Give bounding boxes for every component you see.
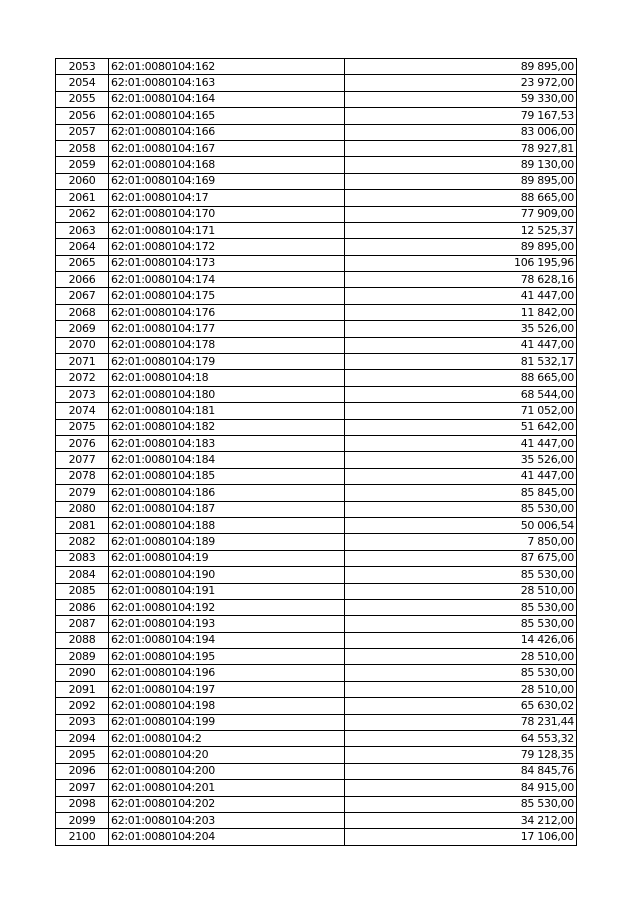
cadastral-number-cell: 62:01:0080104:202	[109, 796, 345, 812]
row-number-cell: 2100	[56, 829, 109, 845]
cadastral-value-cell: 89 895,00	[345, 59, 577, 75]
table-row	[56, 435, 577, 451]
cadastral-value-cell: 79 128,35	[345, 747, 577, 763]
cadastral-value-cell: 65 630,02	[345, 698, 577, 714]
cadastral-value-cell: 106 195,96	[345, 255, 577, 271]
row-number-cell: 2074	[56, 403, 109, 419]
row-number-cell: 2099	[56, 812, 109, 828]
cadastral-number-cell: 62:01:0080104:204	[109, 829, 345, 845]
cadastral-number-cell: 62:01:0080104:186	[109, 485, 345, 501]
cadastral-value-cell: 50 006,54	[345, 517, 577, 533]
row-number-cell: 2069	[56, 321, 109, 337]
row-number-cell: 2088	[56, 632, 109, 648]
cadastral-value-cell: 85 530,00	[345, 616, 577, 632]
table-row	[56, 599, 577, 615]
cadastral-value-cell: 34 212,00	[345, 812, 577, 828]
table-row	[56, 567, 577, 583]
cadastral-value-cell: 88 665,00	[345, 370, 577, 386]
cadastral-number-cell: 62:01:0080104:185	[109, 468, 345, 484]
table-row	[56, 747, 577, 763]
cadastral-number-cell: 62:01:0080104:180	[109, 386, 345, 402]
cadastral-value-cell: 28 510,00	[345, 583, 577, 599]
cadastral-value-cell: 85 845,00	[345, 485, 577, 501]
row-number-cell: 2054	[56, 75, 109, 91]
table-row	[56, 780, 577, 796]
cadastral-value-cell: 84 915,00	[345, 780, 577, 796]
row-number-cell: 2089	[56, 649, 109, 665]
row-number-cell: 2057	[56, 124, 109, 140]
cadastral-value-cell: 64 553,32	[345, 731, 577, 747]
cadastral-value-cell: 89 895,00	[345, 173, 577, 189]
row-number-cell: 2090	[56, 665, 109, 681]
table-row	[56, 517, 577, 533]
table-row	[56, 288, 577, 304]
table-row	[56, 501, 577, 517]
row-number-cell: 2096	[56, 763, 109, 779]
row-number-cell: 2056	[56, 108, 109, 124]
cadastral-value-cell: 78 927,81	[345, 140, 577, 156]
table-row	[56, 206, 577, 222]
cadastral-number-cell: 62:01:0080104:20	[109, 747, 345, 763]
cadastral-number-cell: 62:01:0080104:199	[109, 714, 345, 730]
table-row	[56, 386, 577, 402]
table-row	[56, 239, 577, 255]
cadastral-number-cell: 62:01:0080104:188	[109, 517, 345, 533]
row-number-cell: 2060	[56, 173, 109, 189]
row-number-cell: 2094	[56, 731, 109, 747]
cadastral-value-cell: 59 330,00	[345, 91, 577, 107]
row-number-cell: 2062	[56, 206, 109, 222]
cadastral-number-cell: 62:01:0080104:198	[109, 698, 345, 714]
row-number-cell: 2084	[56, 567, 109, 583]
cadastral-number-cell: 62:01:0080104:166	[109, 124, 345, 140]
row-number-cell: 2077	[56, 452, 109, 468]
cadastral-number-cell: 62:01:0080104:176	[109, 304, 345, 320]
cadastral-number-cell: 62:01:0080104:178	[109, 337, 345, 353]
cadastral-value-cell: 85 530,00	[345, 599, 577, 615]
cadastral-value-cell: 7 850,00	[345, 534, 577, 550]
cadastral-number-cell: 62:01:0080104:171	[109, 222, 345, 238]
cadastral-value-cell: 87 675,00	[345, 550, 577, 566]
cadastral-number-cell: 62:01:0080104:183	[109, 435, 345, 451]
cadastral-value-cell: 85 530,00	[345, 796, 577, 812]
cadastral-value-cell: 85 530,00	[345, 665, 577, 681]
row-number-cell: 2092	[56, 698, 109, 714]
table-row	[56, 403, 577, 419]
cadastral-number-cell: 62:01:0080104:2	[109, 731, 345, 747]
table-row	[56, 812, 577, 828]
table-row	[56, 255, 577, 271]
cadastral-number-cell: 62:01:0080104:181	[109, 403, 345, 419]
cadastral-number-cell: 62:01:0080104:197	[109, 681, 345, 697]
row-number-cell: 2079	[56, 485, 109, 501]
row-number-cell: 2082	[56, 534, 109, 550]
cadastral-number-cell: 62:01:0080104:196	[109, 665, 345, 681]
cadastral-value-cell: 89 895,00	[345, 239, 577, 255]
row-number-cell: 2076	[56, 435, 109, 451]
table-row	[56, 354, 577, 370]
row-number-cell: 2063	[56, 222, 109, 238]
row-number-cell: 2066	[56, 272, 109, 288]
row-number-cell: 2073	[56, 386, 109, 402]
cadastral-value-cell: 12 525,37	[345, 222, 577, 238]
cadastral-value-cell: 41 447,00	[345, 468, 577, 484]
table-row	[56, 59, 577, 75]
cadastral-number-cell: 62:01:0080104:177	[109, 321, 345, 337]
table-row	[56, 157, 577, 173]
table-row	[56, 632, 577, 648]
cadastral-number-cell: 62:01:0080104:19	[109, 550, 345, 566]
cadastral-value-cell: 88 665,00	[345, 190, 577, 206]
table-row	[56, 714, 577, 730]
table-row	[56, 75, 577, 91]
cadastral-number-cell: 62:01:0080104:203	[109, 812, 345, 828]
table-row	[56, 124, 577, 140]
cadastral-number-cell: 62:01:0080104:173	[109, 255, 345, 271]
row-number-cell: 2055	[56, 91, 109, 107]
cadastral-number-cell: 62:01:0080104:167	[109, 140, 345, 156]
table-row	[56, 665, 577, 681]
table-row	[56, 583, 577, 599]
cadastral-number-cell: 62:01:0080104:172	[109, 239, 345, 255]
table-row	[56, 649, 577, 665]
row-number-cell: 2075	[56, 419, 109, 435]
table-row	[56, 698, 577, 714]
row-number-cell: 2058	[56, 140, 109, 156]
cadastral-number-cell: 62:01:0080104:18	[109, 370, 345, 386]
cadastral-value-cell: 79 167,53	[345, 108, 577, 124]
cadastral-value-cell: 41 447,00	[345, 337, 577, 353]
row-number-cell: 2098	[56, 796, 109, 812]
cadastral-value-cell: 51 642,00	[345, 419, 577, 435]
cadastral-number-cell: 62:01:0080104:164	[109, 91, 345, 107]
cadastral-number-cell: 62:01:0080104:201	[109, 780, 345, 796]
row-number-cell: 2083	[56, 550, 109, 566]
cadastral-number-cell: 62:01:0080104:175	[109, 288, 345, 304]
row-number-cell: 2065	[56, 255, 109, 271]
table-row	[56, 452, 577, 468]
table-row	[56, 419, 577, 435]
row-number-cell: 2064	[56, 239, 109, 255]
table-row	[56, 272, 577, 288]
cadastral-number-cell: 62:01:0080104:194	[109, 632, 345, 648]
cadastral-number-cell: 62:01:0080104:182	[109, 419, 345, 435]
cadastral-value-cell: 85 530,00	[345, 501, 577, 517]
row-number-cell: 2085	[56, 583, 109, 599]
cadastral-value-cell: 41 447,00	[345, 288, 577, 304]
table-row	[56, 763, 577, 779]
cadastral-value-cell: 89 130,00	[345, 157, 577, 173]
cadastral-value-cell: 23 972,00	[345, 75, 577, 91]
cadastral-number-cell: 62:01:0080104:195	[109, 649, 345, 665]
cadastral-value-cell: 84 845,76	[345, 763, 577, 779]
row-number-cell: 2081	[56, 517, 109, 533]
cadastral-value-cell: 28 510,00	[345, 649, 577, 665]
table-row	[56, 222, 577, 238]
table-row	[56, 91, 577, 107]
cadastral-number-cell: 62:01:0080104:192	[109, 599, 345, 615]
table-row	[56, 829, 577, 845]
cadastral-number-cell: 62:01:0080104:169	[109, 173, 345, 189]
table-row	[56, 190, 577, 206]
row-number-cell: 2072	[56, 370, 109, 386]
table-row	[56, 731, 577, 747]
row-number-cell: 2059	[56, 157, 109, 173]
row-number-cell: 2070	[56, 337, 109, 353]
row-number-cell: 2095	[56, 747, 109, 763]
table-row	[56, 534, 577, 550]
table-row	[56, 681, 577, 697]
table-row	[56, 304, 577, 320]
row-number-cell: 2097	[56, 780, 109, 796]
cadastral-value-cell: 68 544,00	[345, 386, 577, 402]
cadastral-value-cell: 83 006,00	[345, 124, 577, 140]
cadastral-number-cell: 62:01:0080104:170	[109, 206, 345, 222]
row-number-cell: 2053	[56, 59, 109, 75]
table-row	[56, 173, 577, 189]
cadastral-number-cell: 62:01:0080104:191	[109, 583, 345, 599]
table-row	[56, 468, 577, 484]
cadastral-value-cell: 41 447,00	[345, 435, 577, 451]
cadastral-number-cell: 62:01:0080104:179	[109, 354, 345, 370]
row-number-cell: 2067	[56, 288, 109, 304]
row-number-cell: 2068	[56, 304, 109, 320]
table-row	[56, 370, 577, 386]
cadastral-value-cell: 78 231,44	[345, 714, 577, 730]
cadastral-value-cell: 77 909,00	[345, 206, 577, 222]
table-row	[56, 485, 577, 501]
cadastral-value-cell: 85 530,00	[345, 567, 577, 583]
cadastral-number-cell: 62:01:0080104:168	[109, 157, 345, 173]
cadastral-number-cell: 62:01:0080104:17	[109, 190, 345, 206]
row-number-cell: 2071	[56, 354, 109, 370]
cadastral-number-cell: 62:01:0080104:184	[109, 452, 345, 468]
cadastral-number-cell: 62:01:0080104:163	[109, 75, 345, 91]
cadastral-value-cell: 14 426,06	[345, 632, 577, 648]
row-number-cell: 2087	[56, 616, 109, 632]
cadastral-value-cell: 81 532,17	[345, 354, 577, 370]
row-number-cell: 2086	[56, 599, 109, 615]
table-row	[56, 796, 577, 812]
cadastral-number-cell: 62:01:0080104:189	[109, 534, 345, 550]
cadastral-value-table	[55, 58, 577, 846]
cadastral-value-cell: 71 052,00	[345, 403, 577, 419]
table-row	[56, 140, 577, 156]
table-body	[56, 59, 577, 846]
cadastral-value-cell: 11 842,00	[345, 304, 577, 320]
table-row	[56, 108, 577, 124]
table-row	[56, 616, 577, 632]
cadastral-number-cell: 62:01:0080104:174	[109, 272, 345, 288]
cadastral-value-cell: 35 526,00	[345, 452, 577, 468]
table-row	[56, 337, 577, 353]
row-number-cell: 2078	[56, 468, 109, 484]
cadastral-number-cell: 62:01:0080104:190	[109, 567, 345, 583]
cadastral-number-cell: 62:01:0080104:193	[109, 616, 345, 632]
cadastral-number-cell: 62:01:0080104:165	[109, 108, 345, 124]
cadastral-number-cell: 62:01:0080104:162	[109, 59, 345, 75]
cadastral-number-cell: 62:01:0080104:200	[109, 763, 345, 779]
cadastral-value-cell: 17 106,00	[345, 829, 577, 845]
cadastral-value-cell: 78 628,16	[345, 272, 577, 288]
cadastral-value-cell: 35 526,00	[345, 321, 577, 337]
row-number-cell: 2061	[56, 190, 109, 206]
row-number-cell: 2080	[56, 501, 109, 517]
row-number-cell: 2091	[56, 681, 109, 697]
cadastral-number-cell: 62:01:0080104:187	[109, 501, 345, 517]
table-row	[56, 550, 577, 566]
cadastral-value-cell: 28 510,00	[345, 681, 577, 697]
row-number-cell: 2093	[56, 714, 109, 730]
table-row	[56, 321, 577, 337]
